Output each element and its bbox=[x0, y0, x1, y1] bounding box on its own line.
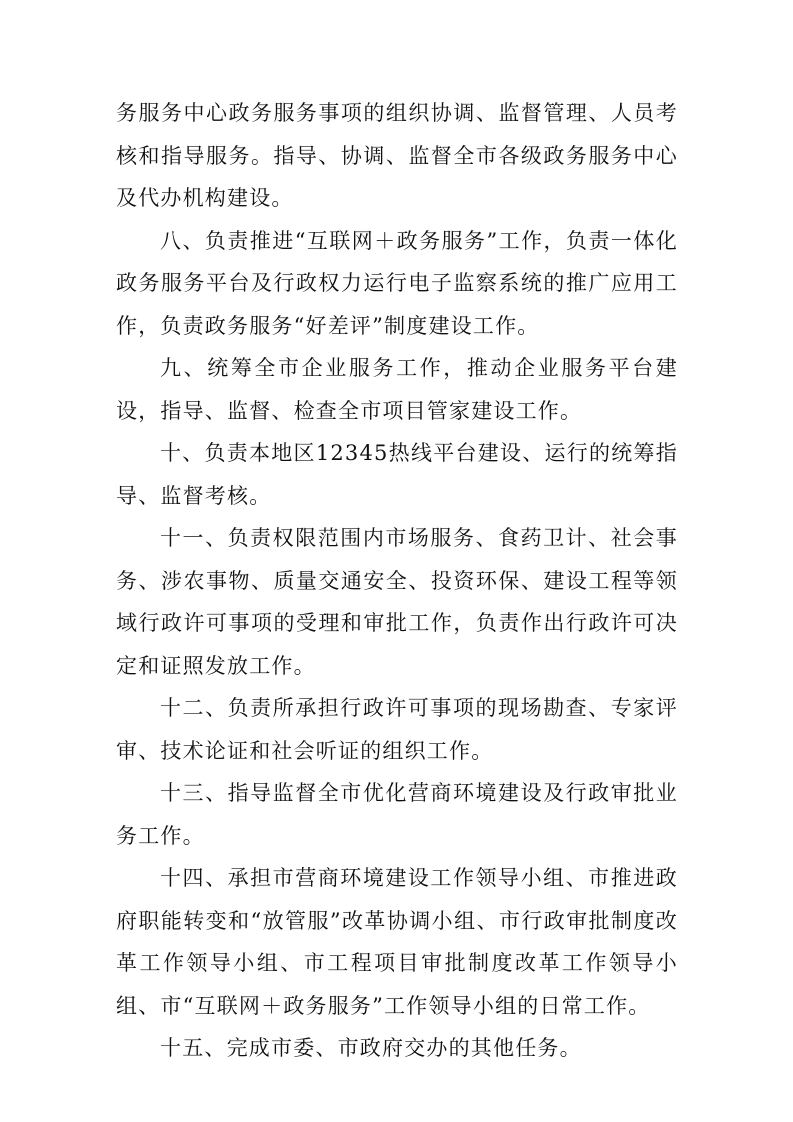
paragraph-item-8: 八、负责推进“互联网＋政务服务”工作，负责一体化政务服务平台及行政权力运行电子监察系统的推广应用工作，负责政务服务“好差评”制度建设工作。 bbox=[116, 228, 678, 338]
document-page bbox=[116, 92, 678, 1070]
paragraph-item-12: 十二、负责所承担行政许可事项的现场勘查、专家评审、技术论证和社会听证的组织工作。 bbox=[116, 696, 678, 763]
paragraph-item-15: 十五、完成市委、市政府交办的其他任务。 bbox=[160, 1036, 582, 1060]
paragraph-item-13: 十三、指导监督全市优化营商环境建设及行政审批业务工作。 bbox=[116, 781, 678, 848]
paragraph-item-14: 十四、承担市营商环境建设工作领导小组、市推进政府职能转变和“放管服”改革协调小组、市行政审批制度改革工作领导小组、市工程项目审批制度改革工作领导小组、市“互联网＋政务服务”工作领导小组的日常工作。 bbox=[116, 866, 678, 1018]
paragraph-item-10: 十、负责本地区12345热线平台建设、运行的统筹指导、监督考核。 bbox=[116, 441, 678, 508]
paragraph-continued: 务服务中心政务服务事项的组织协调、监督管理、人员考核和指导服务。指导、协调、监督全市各级政务服务中心及代办机构建设。 bbox=[116, 101, 678, 210]
paragraph-item-9: 九、统筹全市企业服务工作，推动企业服务平台建设，指导、监督、检查全市项目管家建设工作。 bbox=[116, 356, 678, 423]
paragraph-item-11: 十一、负责权限范围内市场服务、食药卫计、社会事务、涉农事物、质量交通安全、投资环保、建设工程等领域行政许可事项的受理和审批工作，负责作出行政许可决定和证照发放工作。 bbox=[116, 526, 678, 678]
